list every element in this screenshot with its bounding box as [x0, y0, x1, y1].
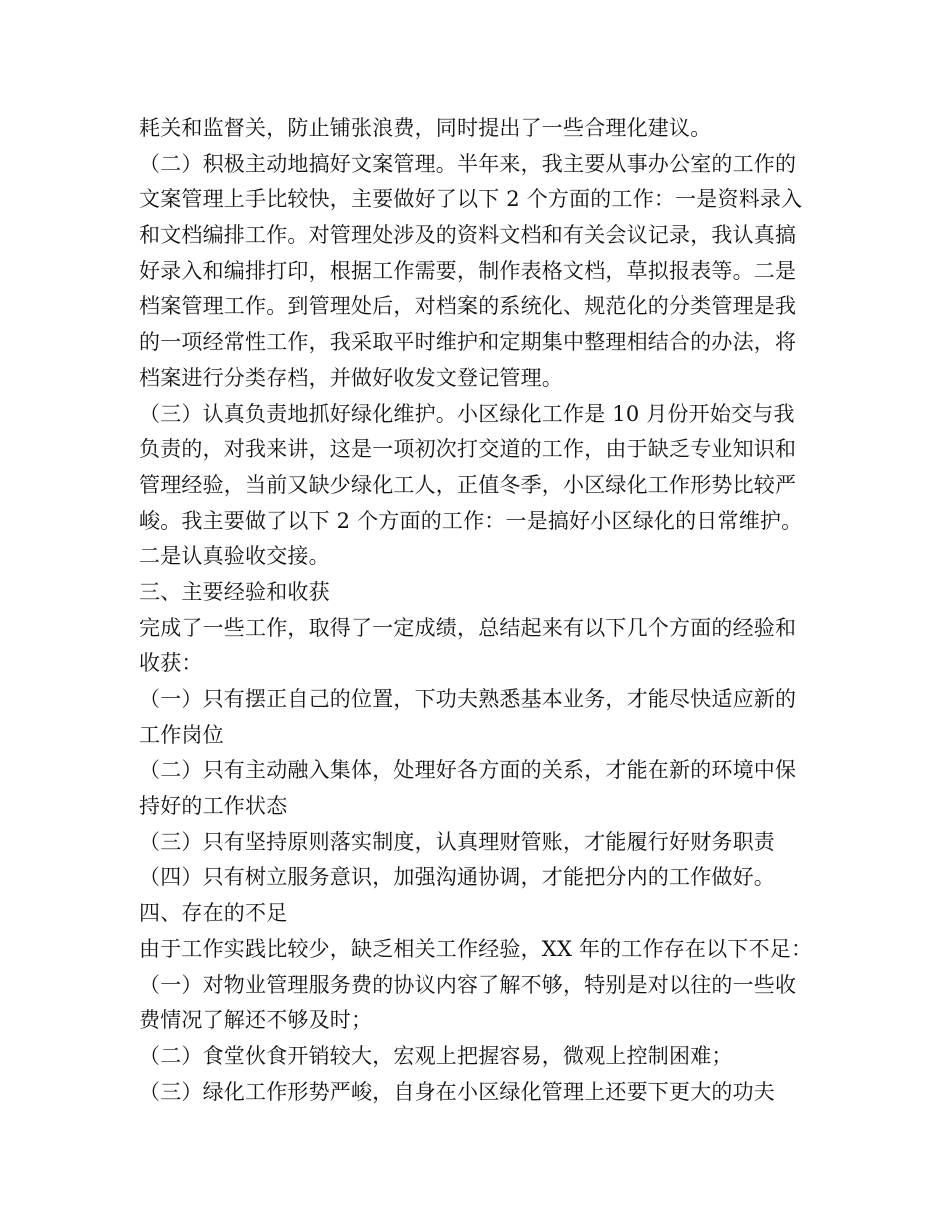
text-line: 持好的工作状态	[139, 794, 288, 819]
text-line: 文案管理上手比较快，主要做好了以下 2 个方面的工作：一是资料录入	[139, 187, 803, 212]
text-line: 负责的，对我来讲，这是一项初次打交道的工作，由于缺乏专业知识和	[139, 437, 797, 462]
section-heading: 三、主要经验和收获	[139, 579, 330, 604]
text-line: （一）对物业管理服务费的协议内容了解不够，特别是对以往的一些收	[139, 972, 797, 997]
text-line: （二）积极主动地搞好文案管理。半年来，我主要从事办公室的工作的	[139, 151, 797, 176]
section-heading: 四、存在的不足	[139, 901, 288, 926]
text-line: （三）认真负责地抓好绿化维护。小区绿化工作是 10 月份开始交与我	[139, 401, 795, 426]
text-line: 档案进行分类存档，并做好收发文登记管理。	[139, 365, 563, 390]
text-line: 费情况了解还不够及时；	[139, 1008, 373, 1033]
text-line: 好录入和编排打印，根据工作需要，制作表格文档，草拟报表等。二是	[139, 258, 797, 283]
text-line: 档案管理工作。到管理处后，对档案的系统化、规范化的分类管理是我	[139, 294, 797, 319]
text-line: （二）只有主动融入集体，处理好各方面的关系，才能在新的环境中保	[139, 758, 797, 783]
text-line: 峻。我主要做了以下 2 个方面的工作：一是搞好小区绿化的日常维护。	[139, 508, 803, 533]
text-line: （四）只有树立服务意识，加强沟通协调，才能把分内的工作做好。	[139, 865, 775, 890]
text-line: 耗关和监督关，防止铺张浪费，同时提出了一些合理化建议。	[139, 116, 712, 140]
text-line: 管理经验，当前又缺少绿化工人，正值冬季，小区绿化工作形势比较严	[139, 472, 797, 497]
text-line: 二是认真验收交接。	[139, 544, 330, 569]
text-line: 收获：	[139, 651, 203, 676]
text-line: 完成了一些工作，取得了一定成绩，总结起来有以下几个方面的经验和	[139, 615, 797, 640]
text-line: 由于工作实践比较少，缺乏相关工作经验，XX 年的工作存在以下不足：	[139, 936, 813, 961]
text-line: 的一项经常性工作，我采取平时维护和定期集中整理相结合的办法，将	[139, 330, 797, 355]
text-line: （二）食堂伙食开销较大，宏观上把握容易，微观上控制困难；	[139, 1043, 733, 1068]
text-line: 和文档编排工作。对管理处涉及的资料文档和有关会议记录，我认真搞	[139, 223, 797, 248]
document-body	[139, 111, 819, 1110]
text-line: （一）只有摆正自己的位置，下功夫熟悉基本业务，才能尽快适应新的	[139, 687, 797, 711]
text-line: （三）绿化工作形势严峻，自身在小区绿化管理上还要下更大的功夫	[139, 1079, 775, 1104]
text-line: （三）只有坚持原则落实制度，认真理财管账，才能履行好财务职责	[139, 829, 775, 854]
text-line: 工作岗位	[139, 722, 224, 747]
